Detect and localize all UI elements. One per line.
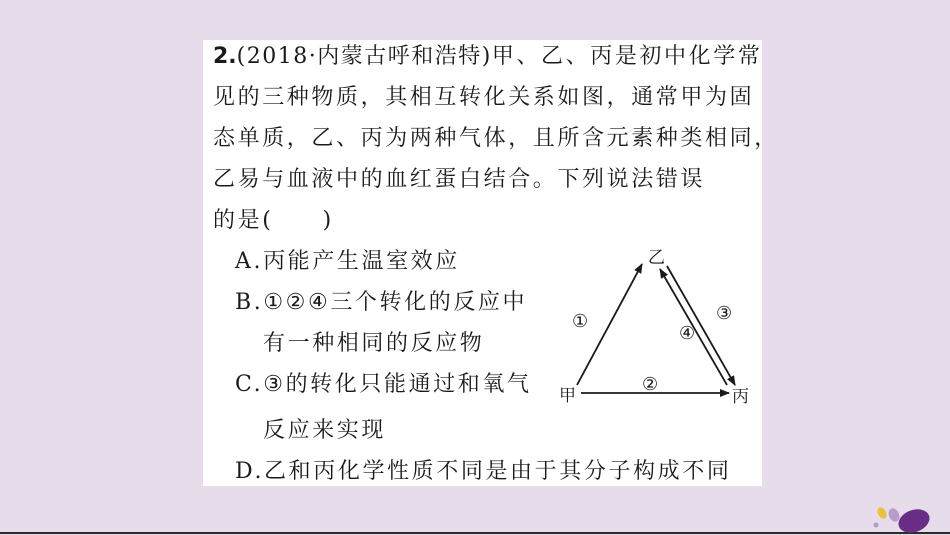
- arrow-2-label: ②: [642, 374, 659, 395]
- arrow-4-label: ④: [679, 323, 696, 344]
- arrow-1-label: ①: [572, 311, 589, 332]
- stem-line-1: 甲、乙、丙是初中化学常: [491, 44, 763, 69]
- node-bing: [732, 387, 749, 407]
- node-yi-label: 乙: [648, 248, 665, 268]
- question-number: 2.: [213, 44, 237, 69]
- option-b-line-1: B.①②④三个转化的反应中: [235, 290, 528, 315]
- option-c-line-1: C.③的转化只能通过和氧气: [235, 372, 532, 397]
- option-d: D.乙和丙化学性质不同是由于其分子构成不同: [235, 459, 732, 484]
- stem-line-3: 态单质，乙、丙为两种气体，且所含元素种类相同，: [213, 126, 779, 151]
- node-jia-label: 甲: [559, 386, 576, 406]
- conversion-diagram: [549, 240, 759, 410]
- node-jia: [559, 386, 576, 406]
- node-bing-label: 丙: [732, 387, 749, 407]
- question-card: [203, 40, 779, 486]
- option-a: A.丙能产生温室效应: [235, 249, 460, 274]
- decor-dot: [874, 523, 879, 528]
- option-c-line-2: 反应来实现: [263, 418, 387, 443]
- question-source: (2018·内蒙古呼和浩特): [236, 44, 492, 69]
- arrow-3-label: ③: [716, 303, 733, 324]
- decor-purple-leaf: [895, 505, 933, 533]
- stem-line-5: 的是( ): [213, 208, 334, 233]
- stem-line-4: 乙易与血液中的血红蛋白结合。下列说法错误: [213, 167, 706, 192]
- arrow-3: [667, 266, 735, 385]
- node-yi: [648, 248, 665, 268]
- stem-line-2: 见的三种物质，其相互转化关系如图，通常甲为固: [213, 85, 755, 110]
- decor-yellow-leaf: [876, 506, 889, 520]
- option-b-line-2: 有一种相同的反应物: [263, 331, 485, 356]
- corner-decoration: [856, 493, 936, 533]
